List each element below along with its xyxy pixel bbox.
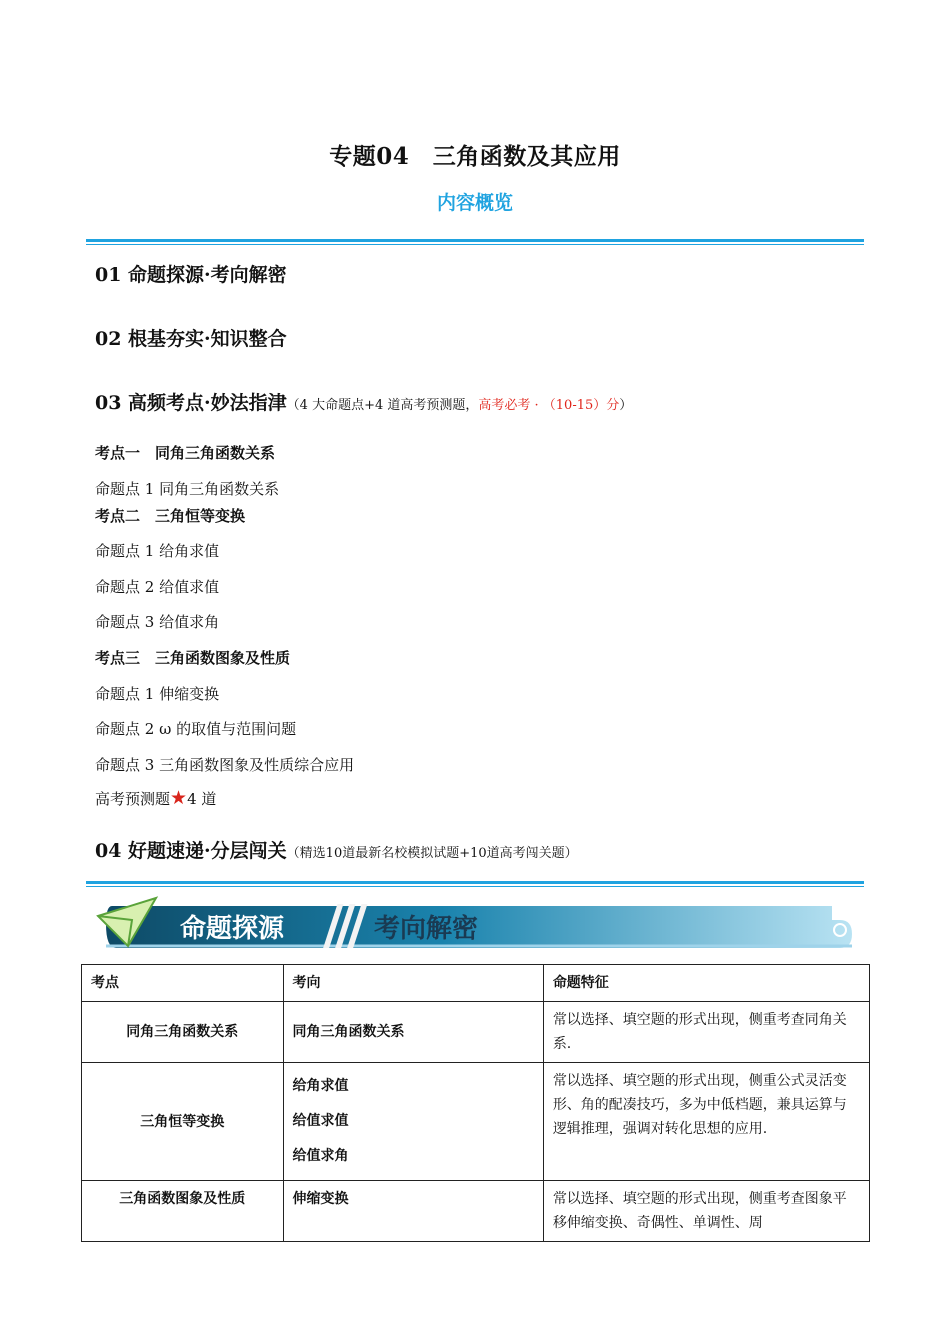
mingtidian-item: 命题点 1 同角三角函数关系 xyxy=(95,480,280,498)
note-text: （4 大命题点+4 道高考预测题， xyxy=(286,398,479,413)
section-label: 04 好题速递·分层闯关 xyxy=(95,840,287,862)
page-title: 专题04 三角函数及其应用 xyxy=(329,143,621,170)
table-header-row xyxy=(82,965,870,1002)
bottom-divider xyxy=(86,881,864,887)
section-label: 03 高频考点·妙法指津 xyxy=(95,392,287,414)
section-banner xyxy=(92,890,857,958)
banner-left-text: 命题探源 xyxy=(180,914,285,944)
kaoxiang-cell xyxy=(283,1002,543,1063)
kaodian-heading-3: 考点三 三角函数图象及性质 xyxy=(95,649,291,667)
section-heading-03 xyxy=(95,388,632,415)
section-heading-01: 01 命题探源·考向解密 xyxy=(95,264,287,286)
tezheng-cell: 常以选择、填空题的形式出现，侧重公式灵活变形、角的配凑技巧，多为中低档题，兼具运算与逻辑推理，强调对转化思想的应用. xyxy=(543,1063,869,1181)
header-cell: 命题特征 xyxy=(543,965,869,1002)
kaodian-heading-1: 考点一 同角三角函数关系 xyxy=(95,444,276,462)
star-icon: ★ xyxy=(170,787,188,809)
kaoxiang-item: 给角求值 xyxy=(292,1078,349,1094)
header-cell: 考向 xyxy=(283,965,543,1002)
section-note xyxy=(287,398,633,413)
kaoxiang-cell xyxy=(283,1063,543,1181)
section-heading-02: 02 根基夯实·知识整合 xyxy=(95,328,287,350)
kaodian-cell: 三角恒等变换 xyxy=(82,1063,284,1181)
mingtidian-item: 命题点 2 ω 的取值与范围问题 xyxy=(95,720,297,738)
mingtidian-item: 命题点 3 三角函数图象及性质综合应用 xyxy=(95,756,355,774)
mingtidian-item: 命题点 1 伸缩变换 xyxy=(95,685,220,703)
mingtidian-item: 命题点 2 给值求值 xyxy=(95,578,220,596)
kaodian-cell: 三角函数图象及性质 xyxy=(82,1181,284,1242)
tezheng-cell: 常以选择、填空题的形式出现，侧重考查同角关系. xyxy=(543,1002,869,1063)
kaodian-cell: 同角三角函数关系 xyxy=(82,1002,284,1063)
kaoxiang-item: 同角三角函数关系 xyxy=(292,1024,405,1040)
section-heading-04 xyxy=(95,836,578,863)
yuce-count: 4 道 xyxy=(187,790,217,808)
kaoxiang-cell xyxy=(283,1181,543,1242)
table-row xyxy=(82,1063,870,1181)
note-text: ） xyxy=(619,398,633,413)
note-highlight: 高考必考 · （10-15）分 xyxy=(478,398,620,413)
kaodian-heading-2: 考点二 三角恒等变换 xyxy=(95,507,246,525)
yuce-label: 高考预测题 xyxy=(95,790,171,808)
kaoxiang-item: 给值求值 xyxy=(292,1113,349,1129)
header-cell: 考点 xyxy=(82,965,284,1002)
mingtidian-item: 命题点 3 给值求角 xyxy=(95,613,220,631)
table-row xyxy=(82,1002,870,1063)
kaoxiang-item: 给值求角 xyxy=(292,1148,349,1164)
kaoxiang-table xyxy=(81,964,870,1242)
banner-right-text: 考向解密 xyxy=(374,914,479,944)
section-note: （精选10道最新名校模拟试题+10道高考闯关题） xyxy=(286,846,578,861)
top-divider xyxy=(86,239,864,245)
page-subtitle: 内容概览 xyxy=(436,192,513,214)
mingtidian-item: 命题点 1 给角求值 xyxy=(95,542,220,560)
table-row xyxy=(82,1181,870,1242)
tezheng-cell: 常以选择、填空题的形式出现，侧重考查图象平移伸缩变换、奇偶性、单调性、周 xyxy=(543,1181,869,1242)
yuce-line xyxy=(95,787,216,809)
kaoxiang-item: 伸缩变换 xyxy=(292,1191,349,1207)
